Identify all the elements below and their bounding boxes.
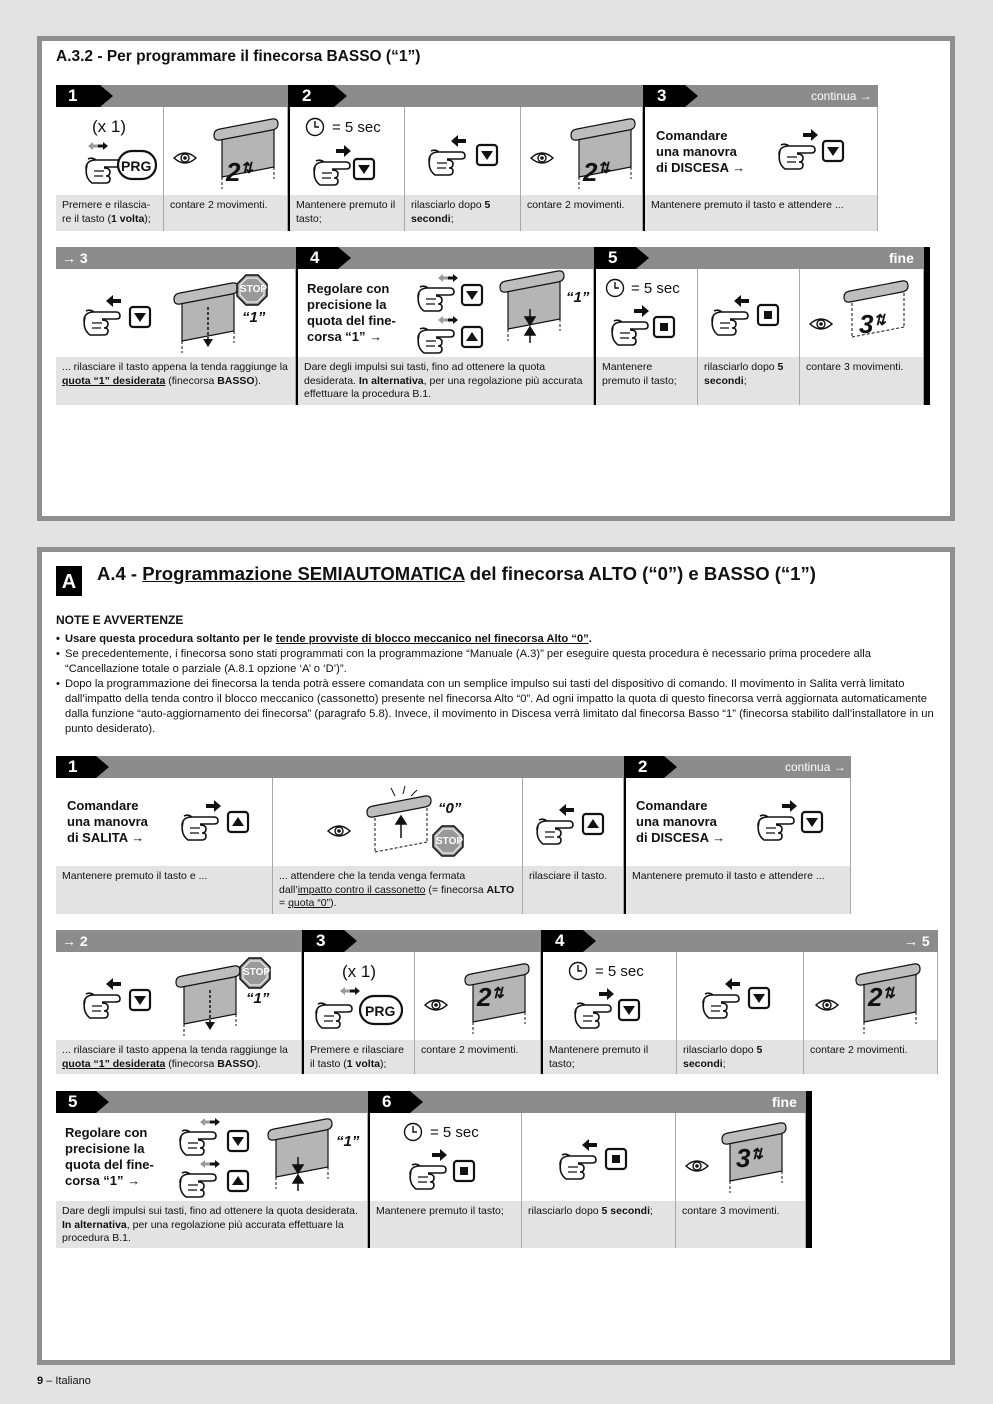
caption: ... attendere che la tenda venga fermata dall’impatto contro il cassonetto (= finecorsa ALTO = quota “0”). xyxy=(273,866,523,914)
illustration-cell xyxy=(56,269,296,357)
hand-down-button-icon xyxy=(427,135,502,181)
caption: Dare degli impulsi sui tasti, fino ad ottenere la quota desiderata. In alternativa, per una regolazione più accurata effettuare la procedura B.1. xyxy=(56,1201,368,1248)
step-number: 1 xyxy=(56,85,100,107)
step-number: 5 xyxy=(56,1091,96,1113)
hand-down-button-icon xyxy=(777,129,852,175)
illustration-cell xyxy=(522,1113,676,1201)
quota-label: “1” xyxy=(246,990,270,1007)
caption: Mantenere premuto il tasto e ... xyxy=(56,866,273,914)
note-item: • Usare questa procedura soltanto per le tende provviste di blocco meccanico nel finecorsa Alto “0”. xyxy=(56,632,940,647)
eye-icon xyxy=(174,151,198,167)
continua-label: continua → xyxy=(785,760,846,774)
hand-stop-button-icon xyxy=(610,305,680,351)
step-number: 4 xyxy=(543,930,583,952)
section-title: A.3.2 - Per programmare il finecorsa BASSO (“1”) xyxy=(56,48,421,65)
caption: contare 2 movimenti. xyxy=(164,195,288,231)
illustration-cell xyxy=(56,952,302,1040)
movement-count: 2⇅ xyxy=(583,157,611,187)
illustration-cell xyxy=(543,952,677,1040)
caption: Premere e rilascia-re il tasto (1 volta); xyxy=(56,195,164,231)
command-text: Comandare una manovra di DISCESA → xyxy=(656,128,746,175)
illustration-cell xyxy=(405,107,521,195)
illustration-cell xyxy=(521,107,643,195)
clock-icon xyxy=(306,118,326,138)
illustration-cell xyxy=(523,778,624,866)
movement-count: 2⇅ xyxy=(226,157,254,187)
caption: ... rilasciare il tasto appena la tenda raggiunge la quota “1” desiderata (finecorsa BASSO). xyxy=(56,1040,302,1074)
illustration-cell xyxy=(645,107,878,195)
hand-down-button-icon xyxy=(756,800,831,846)
stop-label: STOP xyxy=(240,284,268,295)
note-item: • Dopo la programmazione dei finecorsa la tenda potrà essere comandata con un semplice impulso sui tasti del dispositivo di comando. Il movimento in Salita verrà limitato dall’impatto della tenda contro il blocco meccanico (cassonetto) presente nel finecorsa Alto “0”. Ad ogni impatto la quota di questo finecorsa verrà aggiornata automaticamente dalla funzione “auto-aggiornamento dei finecorsa” (paragrafo 5.8). Invece, il movimento in Discesa verrà limitato dal finecorsa Basso “1” (finecorsa stabilito dall’installatore in un punto desiderato). xyxy=(56,677,940,737)
section-badge: A xyxy=(56,566,82,596)
prg-label: PRG xyxy=(121,158,152,174)
notes-list xyxy=(56,632,940,737)
step-number: 2 xyxy=(290,85,334,107)
step-header-bar xyxy=(56,247,924,269)
caption: contare 2 movimenti. xyxy=(521,195,643,231)
illustration-cell xyxy=(56,1113,368,1201)
fine-label: fine xyxy=(889,250,914,266)
caption: rilasciarlo dopo 5 secondi; xyxy=(405,195,521,231)
step-header-bar xyxy=(56,1091,806,1113)
step-number: 3 xyxy=(304,930,344,952)
caption: rilasciarlo dopo 5 secondi; xyxy=(677,1040,804,1074)
stop-label: STOP xyxy=(243,967,271,978)
caption: Mantenere premuto il tasto; xyxy=(290,195,405,231)
press-count: (x 1) xyxy=(342,962,376,981)
continua-label: continua → xyxy=(811,89,872,103)
caption: Mantenere premuto il tasto; xyxy=(370,1201,522,1248)
clock-icon xyxy=(404,1123,424,1143)
page-number: 9 xyxy=(37,1375,44,1387)
illustration-cell xyxy=(596,269,698,357)
illustration-cell xyxy=(370,1113,522,1201)
illustration-cell xyxy=(298,269,594,357)
caption: rilasciarlo dopo 5 secondi; xyxy=(698,357,800,405)
prg-label: PRG xyxy=(365,1003,396,1019)
caption: Mantenere premuto il tasto e attendere ... xyxy=(645,195,878,231)
step-number: 4 xyxy=(298,247,338,269)
caption: rilasciare il tasto. xyxy=(523,866,624,914)
illustration-cell xyxy=(164,107,288,195)
step-number: 6 xyxy=(370,1091,410,1113)
hand-up-button-icon xyxy=(535,804,610,850)
eye-icon xyxy=(816,998,840,1014)
movement-count: 2⇅ xyxy=(868,982,896,1012)
hand-up-button-icon xyxy=(180,800,260,846)
illustration-cell xyxy=(626,778,851,866)
forward-ref: → 5 xyxy=(904,933,930,949)
stop-label: STOP xyxy=(436,836,464,847)
hand-stop-button-icon xyxy=(408,1149,478,1195)
step-header-bar xyxy=(56,85,878,107)
hand-up-down-buttons-icon xyxy=(178,1117,258,1201)
timer-label: = 5 sec xyxy=(595,963,644,980)
step-number: 5 xyxy=(596,247,636,269)
hand-down-button-icon xyxy=(82,295,162,341)
quota-label: “1” xyxy=(336,1133,360,1150)
caption: contare 3 movimenti. xyxy=(676,1201,806,1248)
quota-label: “1” xyxy=(242,309,266,326)
command-text: Comandare una manovra di DISCESA → xyxy=(636,798,726,845)
step-number: 3 xyxy=(645,85,685,107)
adjust-text: Regolare con precisione la quota del fine- corsa “1” → xyxy=(307,281,396,344)
caption: contare 2 movimenti. xyxy=(804,1040,938,1074)
caption: rilasciarlo dopo 5 secondi; xyxy=(522,1201,676,1248)
step-number: 1 xyxy=(56,756,96,778)
caption: Mantenere premuto il tasto; xyxy=(543,1040,677,1074)
caption: Mantenere premuto il tasto e attendere ... xyxy=(626,866,851,914)
eye-icon xyxy=(810,317,834,333)
caption: contare 2 movimenti. xyxy=(415,1040,541,1074)
timer-label: = 5 sec xyxy=(430,1124,479,1141)
step-header-bar xyxy=(56,930,938,952)
eye-icon xyxy=(328,824,352,840)
eye-icon xyxy=(531,151,555,167)
hand-stop-button-icon xyxy=(710,295,785,341)
movement-count: 2⇅ xyxy=(477,982,505,1012)
illustration-cell xyxy=(415,952,541,1040)
page-footer xyxy=(37,1375,91,1387)
caption: contare 3 movimenti. xyxy=(800,357,924,405)
clock-icon xyxy=(606,279,626,299)
movement-count: 3⇅ xyxy=(859,309,887,339)
illustration-cell xyxy=(56,107,164,195)
press-count: (x 1) xyxy=(92,117,126,136)
clock-icon xyxy=(569,962,589,982)
footer-language: – Italiano xyxy=(43,1375,91,1387)
hand-down-button-icon xyxy=(82,978,162,1024)
section-title: A.4 - Programmazione SEMIAUTOMATICA del finecorsa ALTO (“0”) e BASSO (“1”) xyxy=(97,563,816,584)
illustration-cell xyxy=(290,107,405,195)
notes-title: NOTE E AVVERTENZE xyxy=(56,613,184,627)
adjust-text: Regolare con precisione la quota del fine- corsa “1” → xyxy=(65,1125,154,1188)
step-header-bar xyxy=(56,756,851,778)
command-text: Comandare una manovra di SALITA → xyxy=(67,798,148,845)
hand-down-button-icon xyxy=(573,988,648,1034)
illustration-cell xyxy=(698,269,800,357)
caption: ... rilasciare il tasto appena la tenda raggiunge la quota “1” desiderata (finecorsa BASSO). xyxy=(56,357,296,405)
note-item: • Se precedentemente, i finecorsa sono stati programmati con la programmazione “Manuale (A.3)” per eseguire questa procedura è necessario prima procedere alla “Cancellazione totale o parziale (A.8.1 opzione ‘A’ o ‘D’)”. xyxy=(56,647,940,677)
hand-down-button-icon xyxy=(312,145,382,191)
quota-label: “0” xyxy=(438,800,462,817)
back-ref: → 2 xyxy=(62,933,88,949)
caption: Premere e rilasciare il tasto (1 volta); xyxy=(304,1040,415,1074)
illustration-cell xyxy=(800,269,924,357)
illustration-cell xyxy=(676,1113,806,1201)
step-number: 2 xyxy=(626,756,664,778)
movement-count: 3⇅ xyxy=(736,1143,764,1173)
illustration-cell xyxy=(304,952,415,1040)
caption: Mantenere premuto il tasto; xyxy=(596,357,698,405)
eye-icon xyxy=(425,998,449,1014)
hand-stop-button-icon xyxy=(558,1139,638,1185)
illustration-cell xyxy=(273,778,523,866)
quota-label: “1” xyxy=(566,289,590,306)
illustration-cell xyxy=(804,952,938,1040)
timer-label: = 5 sec xyxy=(332,119,381,136)
fine-label: fine xyxy=(772,1094,797,1110)
illustration-cell xyxy=(677,952,804,1040)
caption: Dare degli impulsi sui tasti, fino ad ottenere la quota desiderata. In alternativa, per una regolazione più accurata effettuare la procedura B.1. xyxy=(298,357,594,405)
hand-down-button-icon xyxy=(701,978,781,1024)
eye-icon xyxy=(686,1159,710,1175)
illustration-cell xyxy=(56,778,273,866)
hand-up-down-buttons-icon xyxy=(416,273,496,357)
timer-label: = 5 sec xyxy=(631,280,680,297)
back-ref: → 3 xyxy=(62,250,88,266)
